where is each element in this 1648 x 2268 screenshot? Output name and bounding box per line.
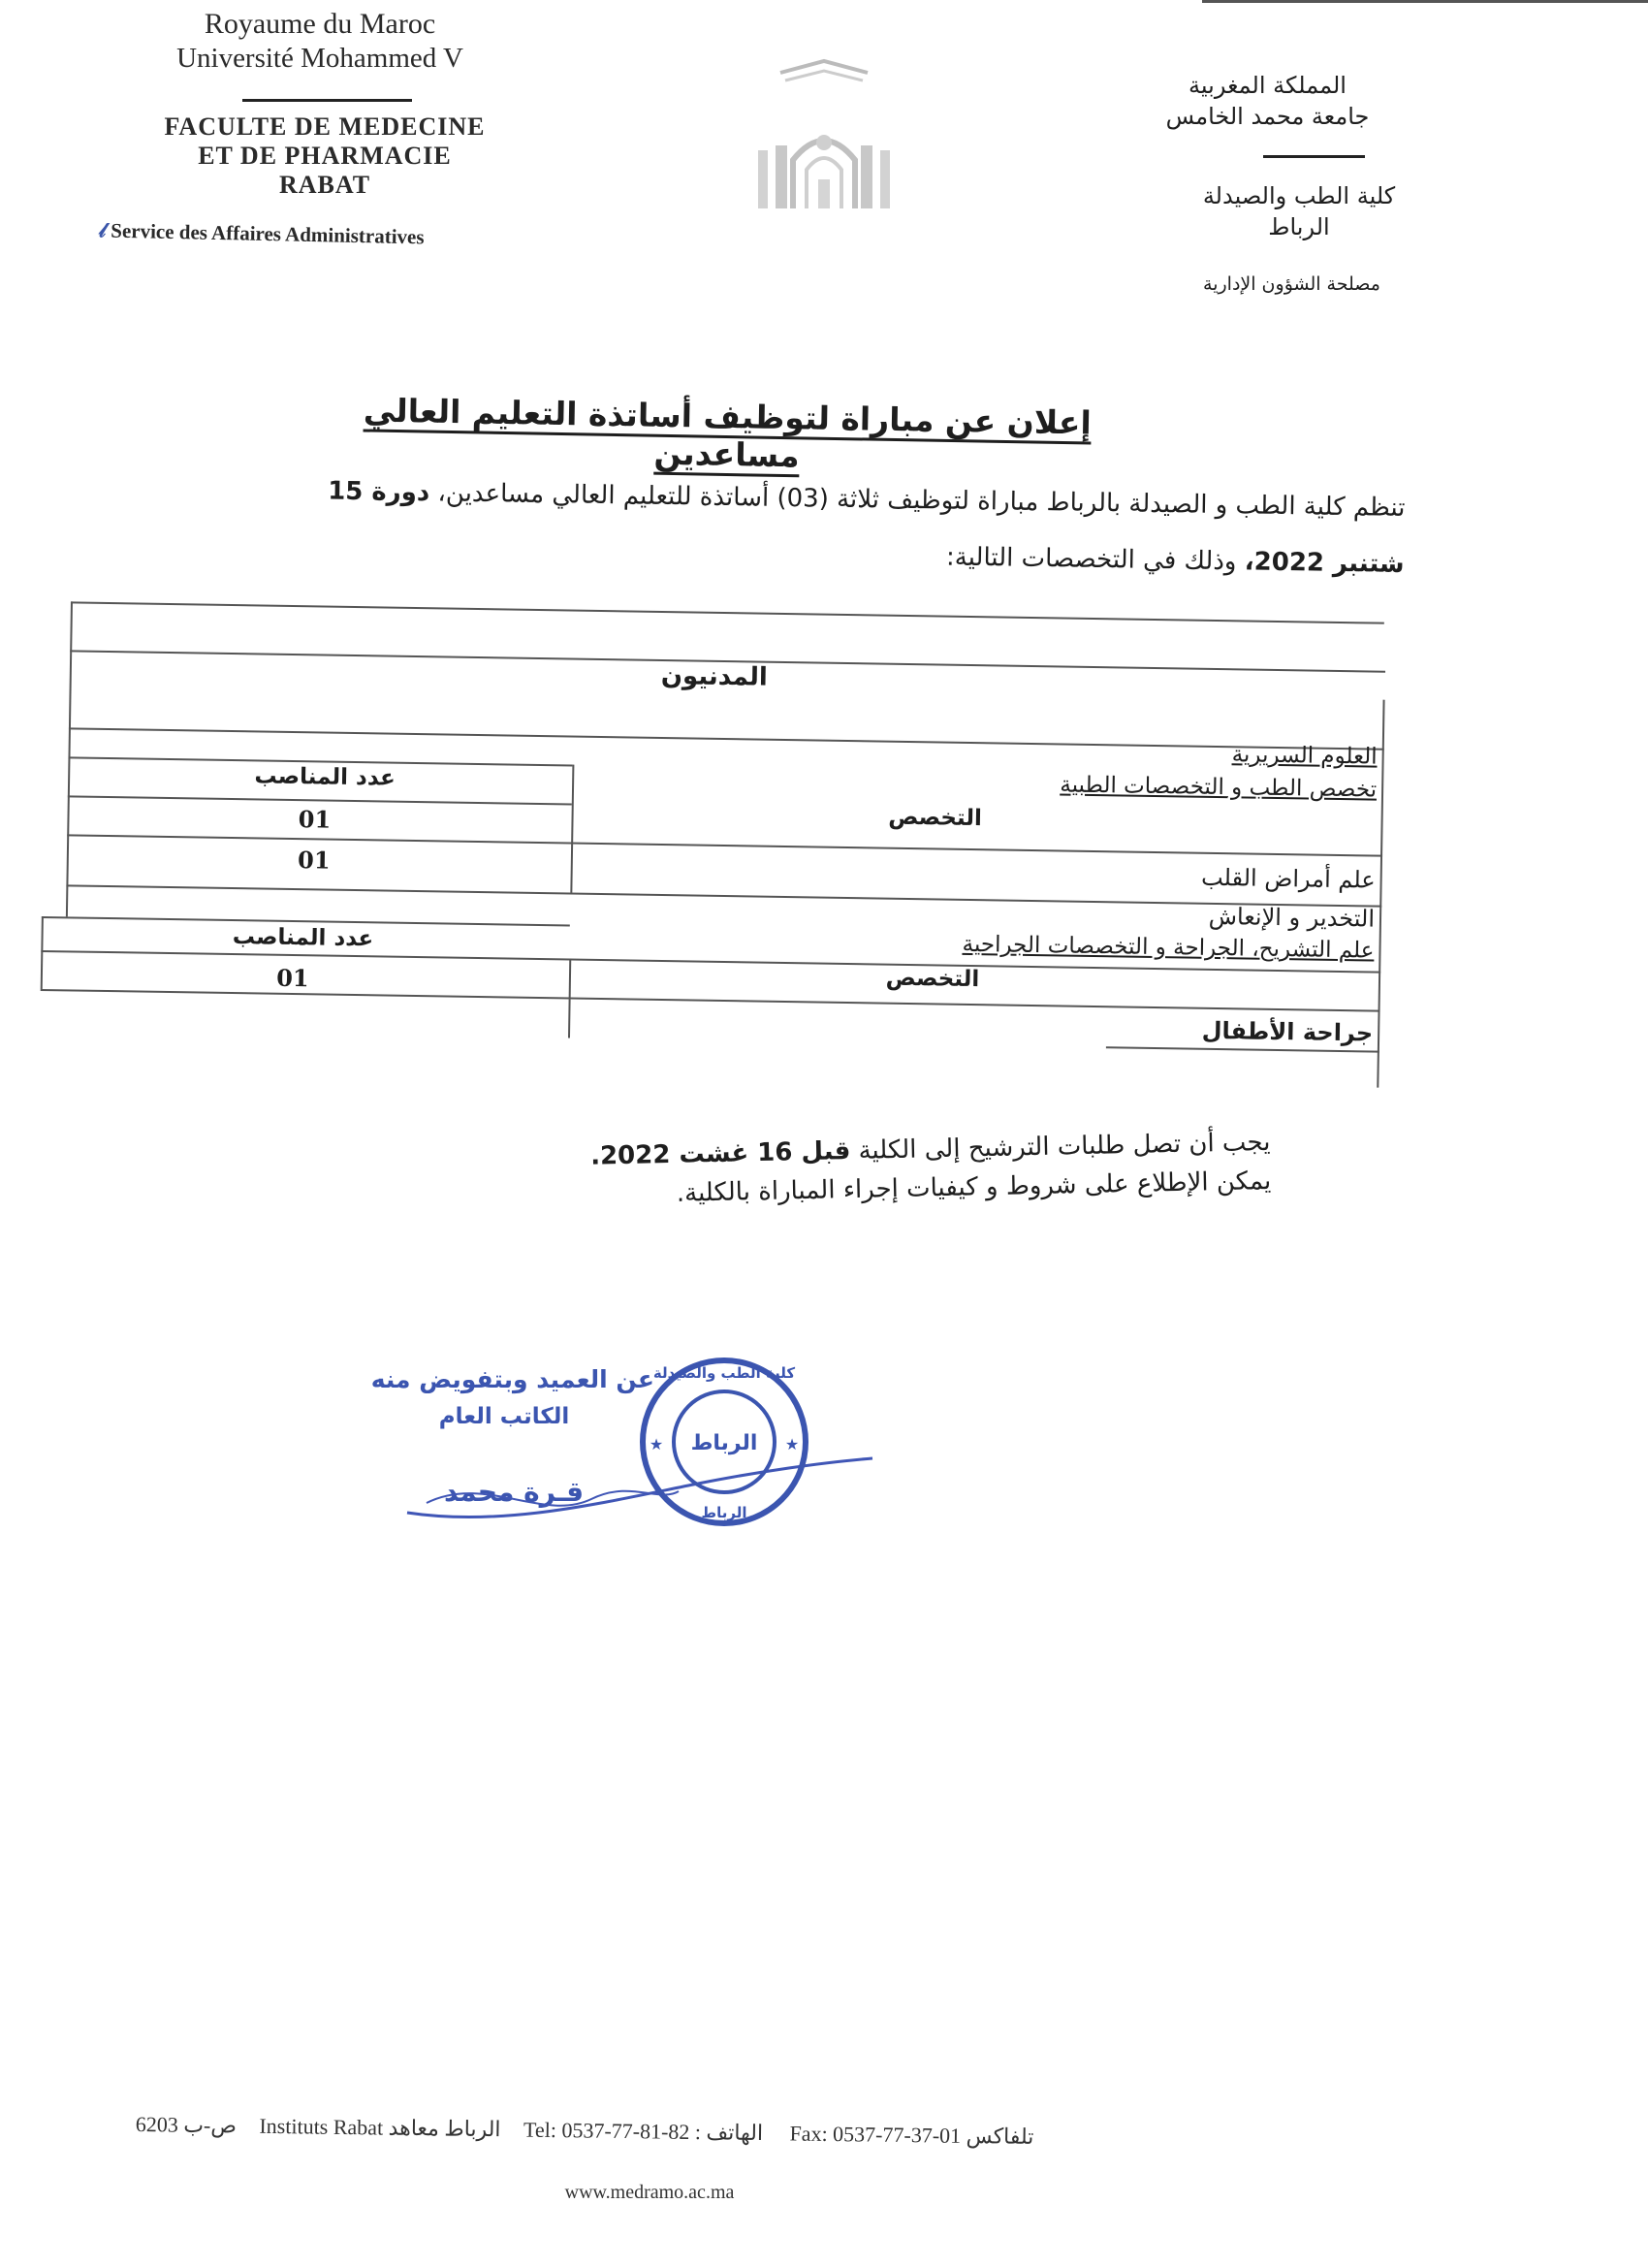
svg-text:★: ★ <box>649 1435 664 1453</box>
table-line-g2-end <box>1106 1046 1379 1052</box>
notes-block <box>523 1123 1272 1216</box>
intro-date: شتنبر 2022، <box>1244 547 1405 579</box>
signature-line1: عن العميد وبتفويض منه <box>370 1365 654 1393</box>
table-g2-col-positions: عدد المناصب <box>232 924 374 952</box>
intro-session: دورة 15 <box>327 476 430 508</box>
page-title: إعلان عن مباراة لتوظيف أساتذة التعليم العالي مساعدين <box>363 391 1093 475</box>
intro-paragraph <box>90 460 1406 592</box>
notes-info: يمكن الإطلاع على شروط و كيفيات إجراء المباراة بالكلية. <box>676 1166 1272 1208</box>
signature-name: قـرة محمد <box>443 1476 585 1508</box>
footer-website: www.medramo.ac.ma <box>564 2182 735 2203</box>
pen-mark-icon: 𝓁 <box>98 218 107 242</box>
header-fr <box>107 8 533 75</box>
header-ar-faculty-line1: كلية الطب والصيدلة <box>1202 182 1396 209</box>
intro-line2-text: وذلك في التخصصات التالية: <box>945 542 1237 577</box>
table-border-right <box>1377 700 1384 1088</box>
header-fr-faculty <box>136 112 514 200</box>
header-ar-university: جامعة محمد الخامس <box>1165 103 1370 130</box>
header-fr-faculty-line1: FACULTE DE MEDECINE <box>164 112 486 141</box>
table-line-g1-row2-top <box>67 834 1382 856</box>
positions-table <box>39 601 1404 1107</box>
notes-deadline-text: يجب أن تصل طلبات الترشيح إلى الكلية <box>858 1127 1271 1166</box>
stamp-center-text: الرباط <box>690 1431 758 1455</box>
footer-address: Instituts Rabat الرباط معاهد <box>259 2113 501 2142</box>
header-ar <box>1115 72 1420 130</box>
table-g1-col-specialty: التخصص <box>888 804 983 832</box>
table-g1-col-positions: عدد المناصب <box>254 763 396 791</box>
table-line-g1-row1-top <box>68 795 572 805</box>
svg-text:★: ★ <box>784 1435 800 1453</box>
header-fr-university: Université Mohammed V <box>176 43 463 74</box>
header-ar-kingdom: المملكة المغربية <box>1188 72 1347 99</box>
table-g2-row1-specialty: جراحة الأطفال <box>1201 1016 1374 1047</box>
scan-edge-line <box>1202 0 1648 3</box>
header-fr-service-text: Service des Affaires Administratives <box>111 218 425 249</box>
table-border-top <box>71 601 1384 623</box>
table-border-left-top <box>66 601 73 916</box>
header-ar-faculty-line2: الرباط <box>1268 213 1330 240</box>
stamp-seal-icon <box>635 1353 814 1532</box>
signature-line2: الكاتب العام <box>438 1404 570 1429</box>
footer-tel: Tel: 0537-77-81-82 : الهاتف <box>523 2117 764 2146</box>
notes-deadline-date: قبل 16 غشت 2022. <box>589 1136 851 1171</box>
table-g1-row2-specialty: التخدير و الإنعاش <box>1208 902 1376 933</box>
table-line-g2-bottom <box>41 989 1380 1012</box>
header-ar-divider <box>1263 155 1365 158</box>
table-border-left-bottom <box>41 916 44 989</box>
table-g1-row2-positions: 01 <box>297 846 331 875</box>
header-ar-faculty <box>1154 182 1444 240</box>
footer-fax: Fax: 0537-77-37-01 تلفاكس <box>789 2121 1034 2149</box>
table-group1-field: العلوم السريرية <box>1231 742 1378 770</box>
table-category: المدنيون <box>660 660 769 692</box>
header-fr-divider <box>242 99 412 102</box>
table-col-divider-g1 <box>570 765 574 893</box>
intro-line1-text: تنظم كلية الطب و الصيدلة بالرباط مباراة لتوظيف ثلاثة (03) أساتذة للتعليم العالي مساعدين، <box>437 478 1406 523</box>
header-fr-faculty-line2: ET DE PHARMACIE <box>198 142 452 170</box>
table-g1-row1-specialty: علم أمراض القلب <box>1200 863 1376 894</box>
header-fr-service <box>99 218 525 251</box>
stamp-ring-text: كلية الطب والصيدلة <box>652 1364 796 1382</box>
university-emblem-icon <box>746 53 902 228</box>
header-fr-kingdom: Royaume du Maroc <box>204 8 436 40</box>
header-ar-service: مصلحة الشؤون الإدارية <box>1203 273 1380 295</box>
table-g1-row1-positions: 01 <box>298 805 332 834</box>
stamp-bottom-text: الرباط <box>701 1504 747 1521</box>
footer-po-box: 6203 ص-ب <box>135 2112 238 2138</box>
table-group2-subfield: علم التشريح، الجراحة و التخصصات الجراحية <box>962 931 1375 964</box>
header-fr-faculty-line3: RABAT <box>278 171 371 199</box>
table-g2-row1-positions: 01 <box>275 963 309 993</box>
table-group1-subfield: تخصص الطب و التخصصات الطبية <box>1060 772 1378 803</box>
footer <box>136 2112 1183 2152</box>
table-g2-col-specialty: التخصص <box>885 965 980 993</box>
